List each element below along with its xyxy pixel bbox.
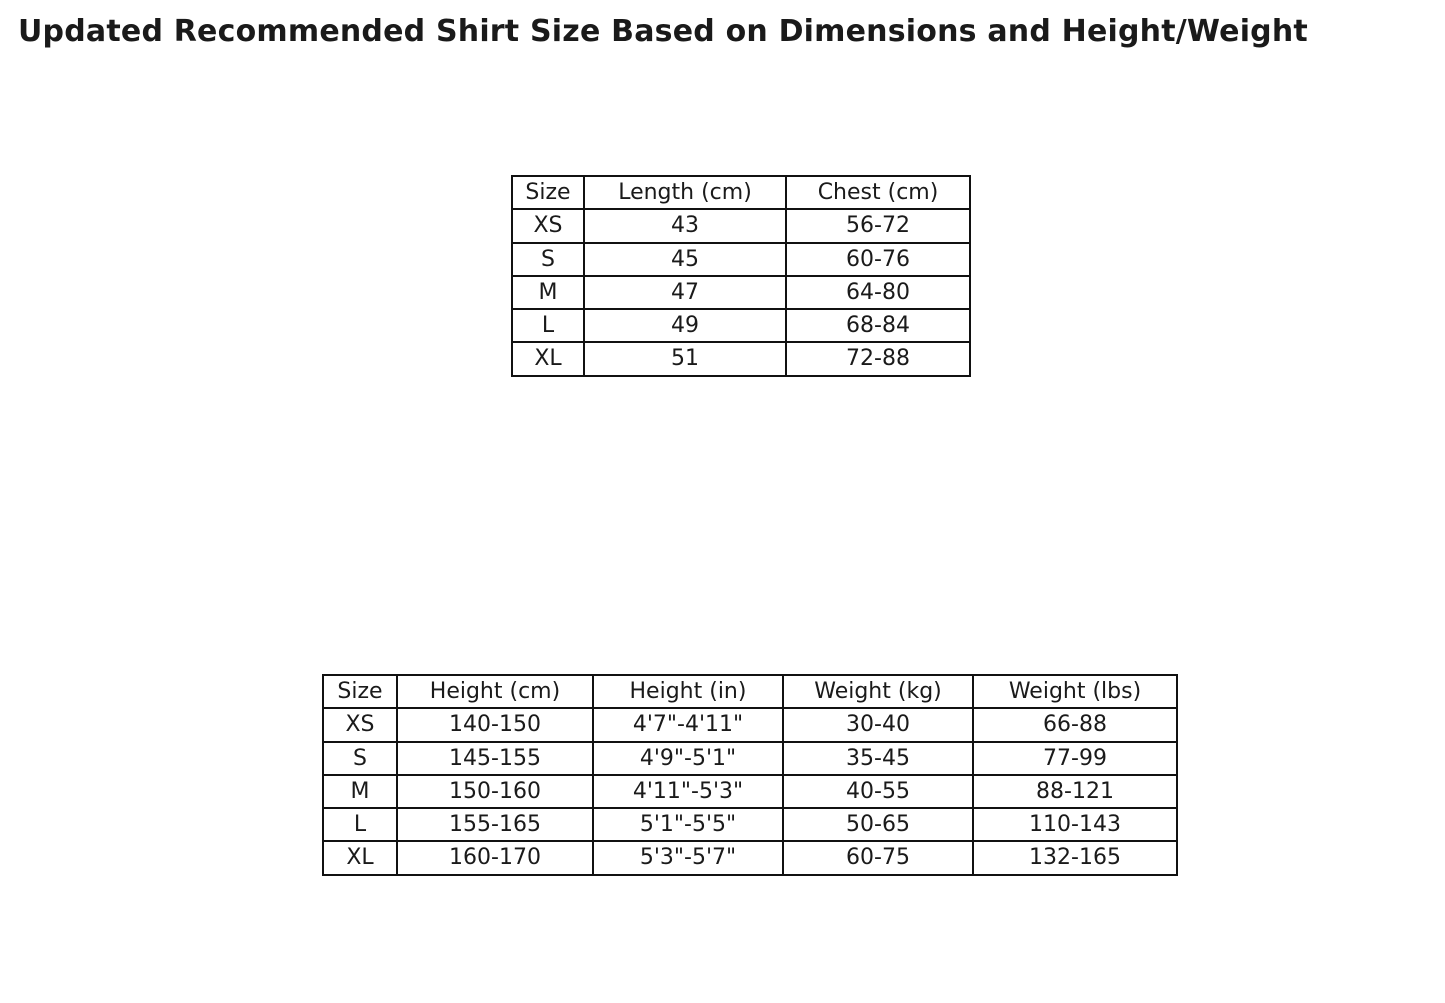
cell-chest: 68-84 [786, 309, 970, 342]
column-header-size: Size [323, 675, 397, 708]
cell-size: XL [323, 841, 397, 874]
cell-size: M [512, 276, 584, 309]
cell-size: L [512, 309, 584, 342]
table-row [512, 276, 970, 309]
cell-size: L [323, 808, 397, 841]
column-header-size: Size [512, 176, 584, 209]
cell-length: 49 [584, 309, 786, 342]
cell-chest: 72-88 [786, 342, 970, 375]
cell-weight-kg: 60-75 [783, 841, 973, 874]
cell-length: 47 [584, 276, 786, 309]
column-header-weight-kg: Weight (kg) [783, 675, 973, 708]
cell-weight-lbs: 66-88 [973, 708, 1177, 741]
cell-length: 51 [584, 342, 786, 375]
table-header-row [323, 675, 1177, 708]
cell-weight-lbs: 132-165 [973, 841, 1177, 874]
height-weight-table [322, 674, 1178, 876]
column-header-chest-cm: Chest (cm) [786, 176, 970, 209]
table-row [323, 775, 1177, 808]
cell-size: XS [323, 708, 397, 741]
cell-weight-lbs: 77-99 [973, 742, 1177, 775]
cell-size: XL [512, 342, 584, 375]
cell-height-in: 4'11"-5'3" [593, 775, 783, 808]
cell-height-in: 4'7"-4'11" [593, 708, 783, 741]
cell-height-cm: 155-165 [397, 808, 593, 841]
cell-height-cm: 150-160 [397, 775, 593, 808]
cell-height-in: 5'3"-5'7" [593, 841, 783, 874]
cell-chest: 64-80 [786, 276, 970, 309]
cell-height-cm: 140-150 [397, 708, 593, 741]
cell-size: S [323, 742, 397, 775]
cell-weight-kg: 40-55 [783, 775, 973, 808]
table-row [512, 309, 970, 342]
cell-chest: 56-72 [786, 209, 970, 242]
table-row [323, 808, 1177, 841]
cell-height-in: 5'1"-5'5" [593, 808, 783, 841]
cell-length: 43 [584, 209, 786, 242]
cell-size: S [512, 243, 584, 276]
cell-height-cm: 145-155 [397, 742, 593, 775]
cell-size: M [323, 775, 397, 808]
page-title: Updated Recommended Shirt Size Based on Dimensions and Height/Weight [18, 14, 1308, 49]
shirt-dimensions-table [511, 175, 971, 377]
column-header-height-cm: Height (cm) [397, 675, 593, 708]
cell-weight-kg: 35-45 [783, 742, 973, 775]
cell-weight-lbs: 88-121 [973, 775, 1177, 808]
table-row [323, 708, 1177, 741]
table-row [323, 742, 1177, 775]
cell-size: XS [512, 209, 584, 242]
column-header-height-in: Height (in) [593, 675, 783, 708]
table-row [512, 342, 970, 375]
table-row [323, 841, 1177, 874]
cell-weight-lbs: 110-143 [973, 808, 1177, 841]
table-row [512, 209, 970, 242]
column-header-weight-lbs: Weight (lbs) [973, 675, 1177, 708]
cell-weight-kg: 50-65 [783, 808, 973, 841]
table-header-row [512, 176, 970, 209]
cell-chest: 60-76 [786, 243, 970, 276]
cell-length: 45 [584, 243, 786, 276]
cell-weight-kg: 30-40 [783, 708, 973, 741]
cell-height-cm: 160-170 [397, 841, 593, 874]
table-row [512, 243, 970, 276]
cell-height-in: 4'9"-5'1" [593, 742, 783, 775]
column-header-length-cm: Length (cm) [584, 176, 786, 209]
